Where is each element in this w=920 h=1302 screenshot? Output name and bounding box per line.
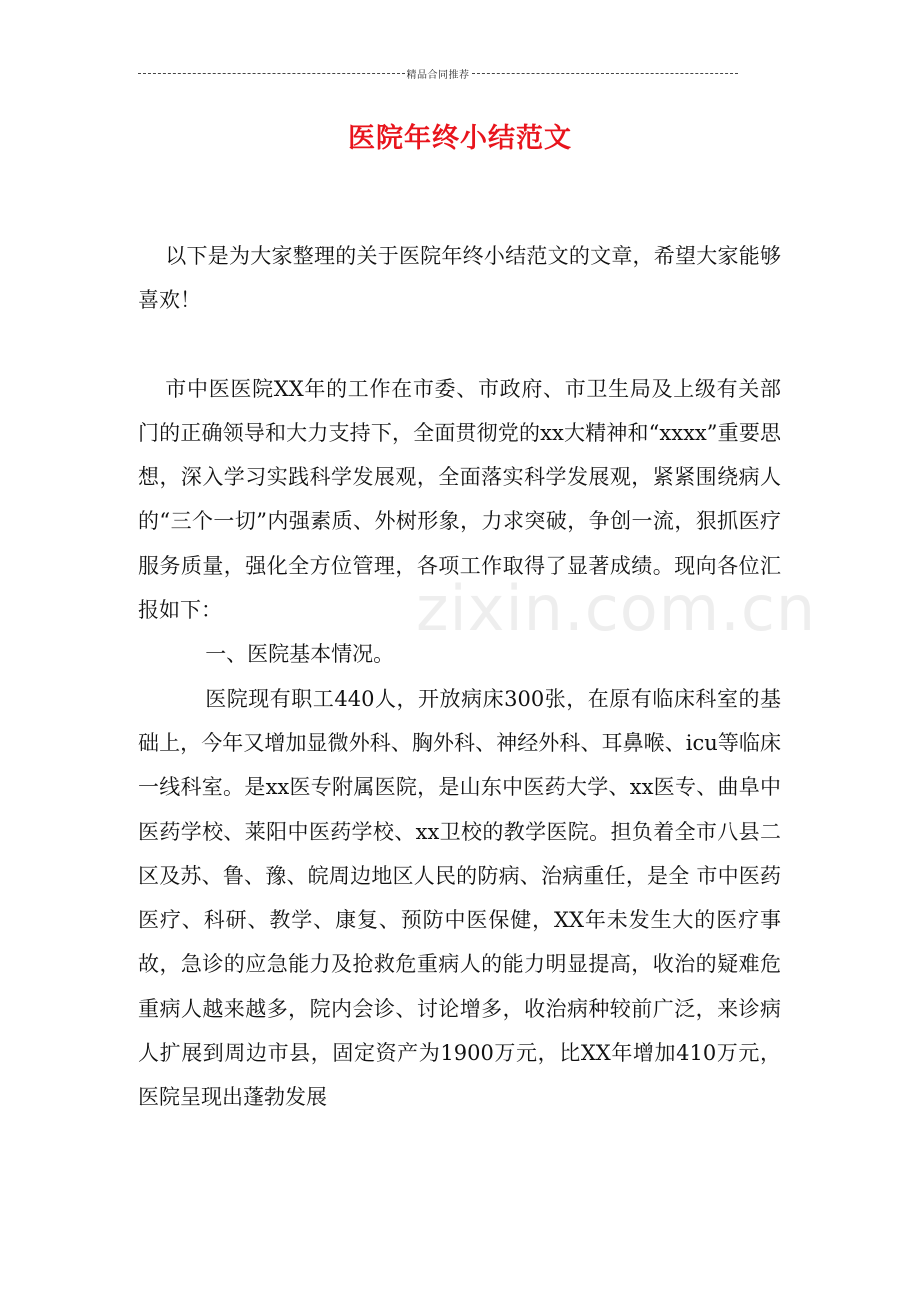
header-label: 精品合同推荐 bbox=[406, 70, 470, 81]
document-title: 医院年终小结范文 bbox=[348, 123, 572, 154]
document-body bbox=[138, 234, 781, 1120]
section-heading: 一、医院基本情况。 bbox=[205, 642, 395, 667]
intro-paragraph: 以下是为大家整理的关于医院年终小结范文的文章，希望大家能够喜欢！ bbox=[138, 244, 781, 313]
page-header bbox=[138, 66, 738, 81]
header-dash-left bbox=[138, 73, 405, 74]
main-paragraph: 市中医医院XX年的工作在市委、市政府、市卫生局及上级有关部门的正确领导和大力支持下，全面贯彻党的xx大精神和“xxxx”重要思想，深入学习实践科学发展观，全面落实科学发展观，紧紧围绕病人的“三个一切”内强素质、外树形象，力求突破，争创一流，狠抓医疗服务质量，强化全方位管理，各项工作取得了显著成绩。现向各位汇报如下： bbox=[138, 376, 781, 623]
watermark: zixin.com.cn bbox=[416, 572, 817, 645]
body-paragraph: 医院现有职工440人，开放病床300张，在原有临床科室的基础上，今年又增加显微外科、胸外科、神经外科、耳鼻喉、icu等临床一线科室。是xx医专附属医院，是山东中医药大学、xx医专、曲阜中医药学校、莱阳中医药学校、xx卫校的教学医院。担负着全市八县二区及苏、鲁、豫、皖周边地区人民的防病、治病重任，是全 市中医药医疗、科研、教学、康复、预防中医保健，XX年未发生大的医疗事故，急诊的应急能力及抢救危重病人的能力明显提高，收治的疑难危重病人越来越多，院内会诊、讨论增多，收治病种较前广泛，来诊病人扩展到周边市县，固定资产为1900万元，比XX年增加410万元，医院呈现出蓬勃发展 bbox=[138, 686, 781, 1110]
header-dash-right bbox=[472, 73, 739, 74]
